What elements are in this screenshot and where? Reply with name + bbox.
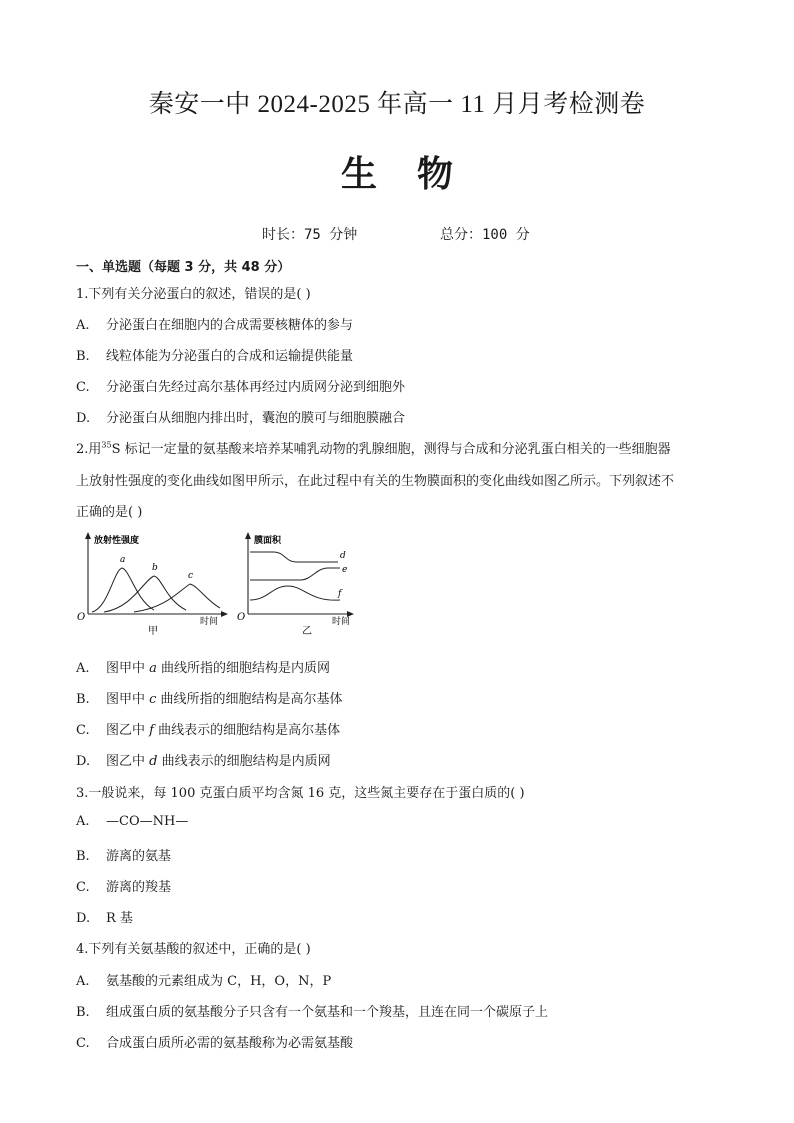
figure-yi-origin: O [237, 612, 246, 623]
question-1-option-b [76, 345, 353, 364]
question-4-option-b [76, 1001, 548, 1020]
option-letter: A. [76, 661, 90, 676]
option-text: 线粒体能为分泌蛋白的合成和运输提供能量 [106, 349, 354, 364]
question-1-option-c [76, 376, 405, 395]
option-variable: a [149, 661, 157, 676]
question-1-option-d [76, 407, 405, 426]
question-2-option-a [76, 657, 330, 676]
question-3-stem: 3.一般说来，每 100 克蛋白质平均含氮 16 克，这些氮主要存在于蛋白质的( ) [76, 786, 525, 801]
option-text: 曲线所指的细胞结构是高尔基体 [156, 692, 343, 707]
question-4-option-c [76, 1032, 353, 1051]
question-2-option-c [76, 719, 340, 738]
option-text: 分泌蛋白从细胞内排出时，囊泡的膜可与细胞膜融合 [106, 411, 406, 426]
curve-label-f: f [338, 589, 342, 599]
option-variable: f [149, 723, 154, 738]
option-text: 曲线表示的细胞结构是内质网 [157, 754, 331, 769]
section-title: 一、单选题（每题 3 分，共 48 分） [76, 260, 291, 275]
option-letter: C. [76, 1036, 90, 1051]
question-1-option-a [76, 314, 353, 333]
figure-jia-radioactivity [74, 530, 234, 638]
question-3-option-c [76, 876, 171, 895]
question-2-stem-line-1 [76, 438, 671, 457]
option-letter: D. [76, 754, 91, 769]
option-text: 合成蛋白质所必需的氨基酸称为必需氨基酸 [106, 1036, 354, 1051]
stem-text: S 标记一定量的氨基酸来培养某哺乳动物的乳腺细胞，测得与合成和分泌乳蛋白相关的一些细胞器 [111, 442, 671, 457]
stem-prefix: 2.用 [76, 442, 102, 457]
figure-jia-xlabel: 时间 [200, 617, 219, 627]
figure-yi-caption: 乙 [302, 626, 312, 637]
figure-yi-xlabel: 时间 [332, 617, 351, 627]
isotope-mass: 35 [101, 440, 112, 450]
exam-title: 秦安一中 2024-2025 年高一 11 月月考检测卷 [148, 91, 646, 118]
option-text: 图甲中 [106, 661, 150, 676]
exam-duration: 时长：75 分钟 [262, 227, 358, 243]
option-letter: B. [76, 349, 90, 364]
curve-label-c: c [188, 571, 194, 581]
option-text: 图乙中 [106, 754, 150, 769]
question-1-stem: 1.下列有关分泌蛋白的叙述，错误的是( ) [76, 287, 311, 302]
option-letter: B. [76, 1005, 90, 1020]
curve-b [104, 576, 186, 612]
option-text: 游离的羧基 [106, 880, 172, 895]
curve-a [92, 568, 154, 612]
question-2-option-d [76, 750, 331, 769]
option-letter: C. [76, 723, 90, 738]
curve-c [134, 584, 220, 612]
figure-jia-caption: 甲 [148, 626, 158, 637]
option-letter: D. [76, 411, 91, 426]
option-text: 分泌蛋白在细胞内的合成需要核糖体的参与 [106, 318, 354, 333]
option-letter: B. [76, 849, 90, 864]
option-text: 图乙中 [106, 723, 150, 738]
option-letter: C. [76, 380, 90, 395]
figure-yi-ylabel: 膜面积 [254, 536, 282, 546]
curve-e [250, 568, 340, 580]
figure-jia-origin: O [77, 612, 86, 623]
option-letter: A. [76, 974, 90, 989]
question-4-option-a [76, 970, 331, 989]
question-3-option-d [76, 907, 133, 926]
option-letter: A. [76, 814, 90, 829]
question-4-stem: 4.下列有关氨基酸的叙述中，正确的是( ) [76, 942, 311, 957]
option-text: R 基 [106, 911, 133, 926]
option-text: 游离的氨基 [106, 849, 172, 864]
option-text: 曲线所指的细胞结构是内质网 [156, 661, 331, 676]
option-text: 曲线表示的细胞结构是高尔基体 [153, 723, 341, 738]
option-variable: d [149, 754, 158, 769]
option-text: 图甲中 [106, 692, 150, 707]
question-2-stem-line-2: 上放射性强度的变化曲线如图甲所示，在此过程中有关的生物膜面积的变化曲线如图乙所示。下列叙述不 [76, 474, 675, 489]
curve-label-b: b [152, 563, 158, 573]
question-2-option-b [76, 688, 343, 707]
question-3-option-a [76, 814, 188, 829]
question-3-option-b [76, 845, 171, 864]
option-text: 组成蛋白质的氨基酸分子只含有一个氨基和一个羧基，且连在同一个碳原子上 [106, 1005, 549, 1020]
curve-label-e: e [342, 565, 348, 575]
option-text: 氨基酸的元素组成为 C，H，O，N，P [106, 974, 332, 989]
option-text: 分泌蛋白先经过高尔基体再经过内质网分泌到细胞外 [106, 380, 406, 395]
curve-label-a: a [120, 555, 126, 565]
option-letter: B. [76, 692, 90, 707]
option-letter: D. [76, 911, 91, 926]
option-variable: c [149, 692, 157, 707]
option-text: —CO—NH— [106, 814, 189, 829]
exam-total-score: 总分：100 分 [440, 227, 530, 243]
option-letter: A. [76, 318, 90, 333]
option-letter: C. [76, 880, 90, 895]
figure-yi-membrane-area [236, 530, 360, 638]
subject-title: 生物 [340, 154, 493, 195]
curve-f [250, 586, 340, 600]
curve-d [250, 552, 338, 562]
question-2-stem-line-3: 正确的是( ) [76, 505, 143, 520]
figure-jia-ylabel: 放射性强度 [94, 536, 140, 546]
curve-label-d: d [340, 551, 346, 561]
